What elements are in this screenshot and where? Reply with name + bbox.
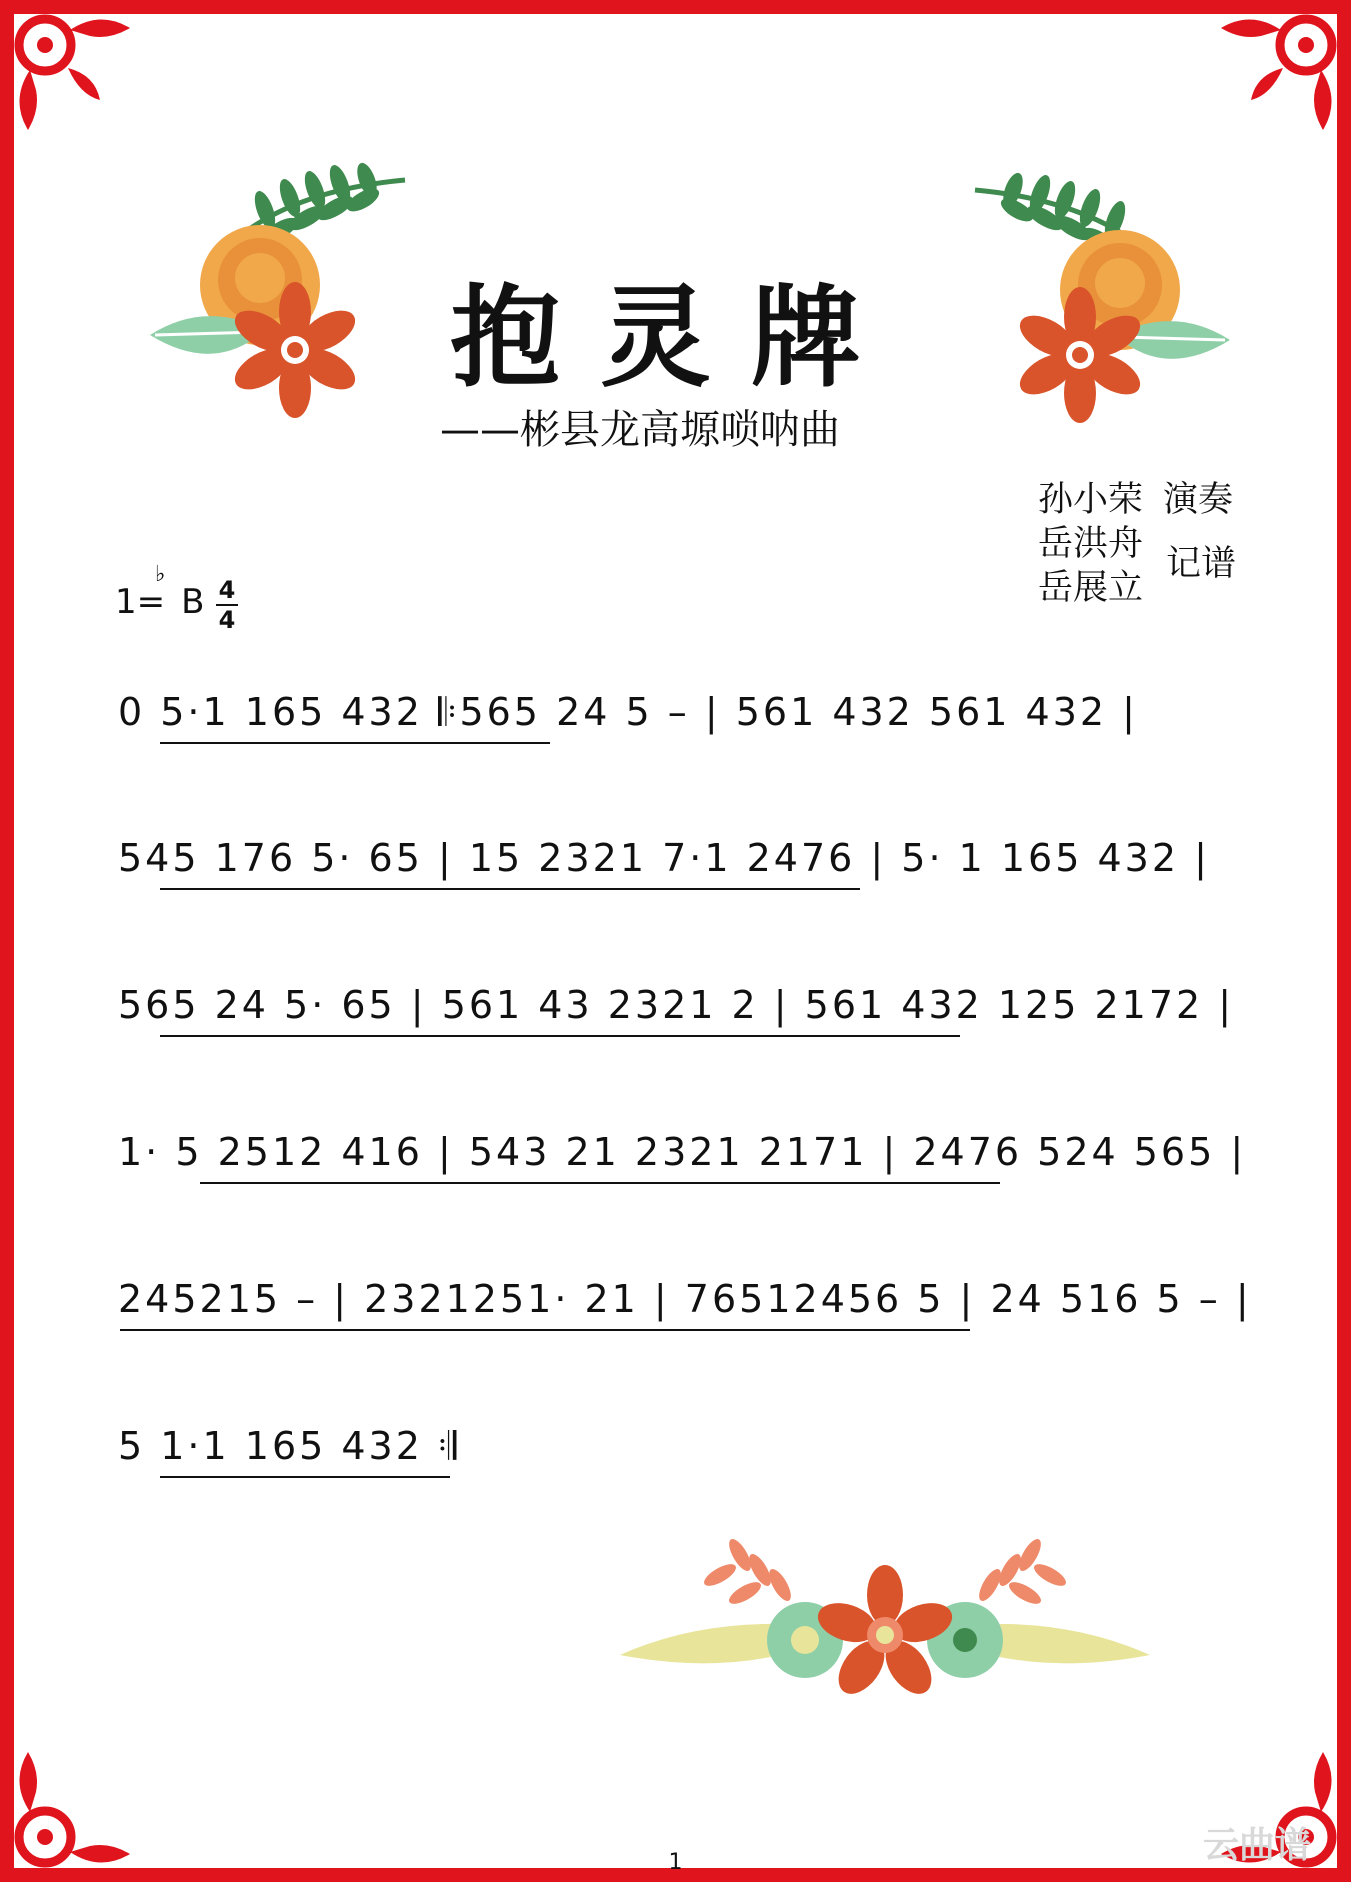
beam-underline	[160, 1035, 960, 1037]
key-note: B	[181, 582, 205, 622]
credits-block	[1038, 478, 1237, 610]
time-signature-top: 4	[218, 576, 236, 604]
subtitle: ——彬县龙高塬唢呐曲	[440, 407, 840, 453]
flat-sign: ♭	[155, 562, 166, 587]
recorder-name-2: 岳展立	[1038, 568, 1144, 608]
recorder-name-1: 岳洪舟	[1038, 524, 1144, 564]
page-number: 1	[668, 1850, 683, 1875]
beam-underline	[160, 742, 550, 744]
score-line-6: 5 1·1 165 432 𝄇	[118, 1424, 460, 1468]
score-line-5: 245215 – | 2321251· 21 | 76512456 5 | 24 516 5 – |	[118, 1277, 1252, 1321]
score-line-4: 1· 5 2512 416 | 543 21 2321 2171 | 2476 524 565 |	[118, 1130, 1247, 1174]
credit-names	[1038, 478, 1143, 610]
recorder-role: 记谱	[1166, 544, 1237, 584]
score-line-3: 565 24 5· 65 | 561 43 2321 2 | 561 432 125 2172 |	[118, 983, 1235, 1027]
time-signature	[216, 578, 238, 632]
watermark: 云曲谱	[1202, 1825, 1311, 1866]
performer-name: 孙小荣	[1038, 480, 1144, 520]
score-line-1: 0 5·1 165 432 𝄆565 24 5 – | 561 432 561 432 |	[118, 690, 1138, 734]
page-title: 抱灵牌	[450, 274, 901, 402]
beam-underline	[120, 1329, 970, 1331]
key-prefix: 1=	[115, 582, 166, 622]
flower-garland-bottom-illustration	[620, 1515, 1150, 1725]
corner-ornament-top-right	[1201, 0, 1351, 150]
performer-role: 演奏	[1163, 480, 1234, 520]
beam-underline	[160, 888, 860, 890]
key-signature	[115, 562, 205, 622]
beam-underline	[160, 1476, 450, 1478]
corner-ornament-top-left	[0, 0, 150, 150]
score-line-2: 545 176 5· 65 | 15 2321 7·1 2476 | 5· 1 165 432 |	[118, 836, 1210, 880]
time-signature-bottom: 4	[218, 606, 236, 634]
beam-underline	[200, 1182, 1000, 1184]
